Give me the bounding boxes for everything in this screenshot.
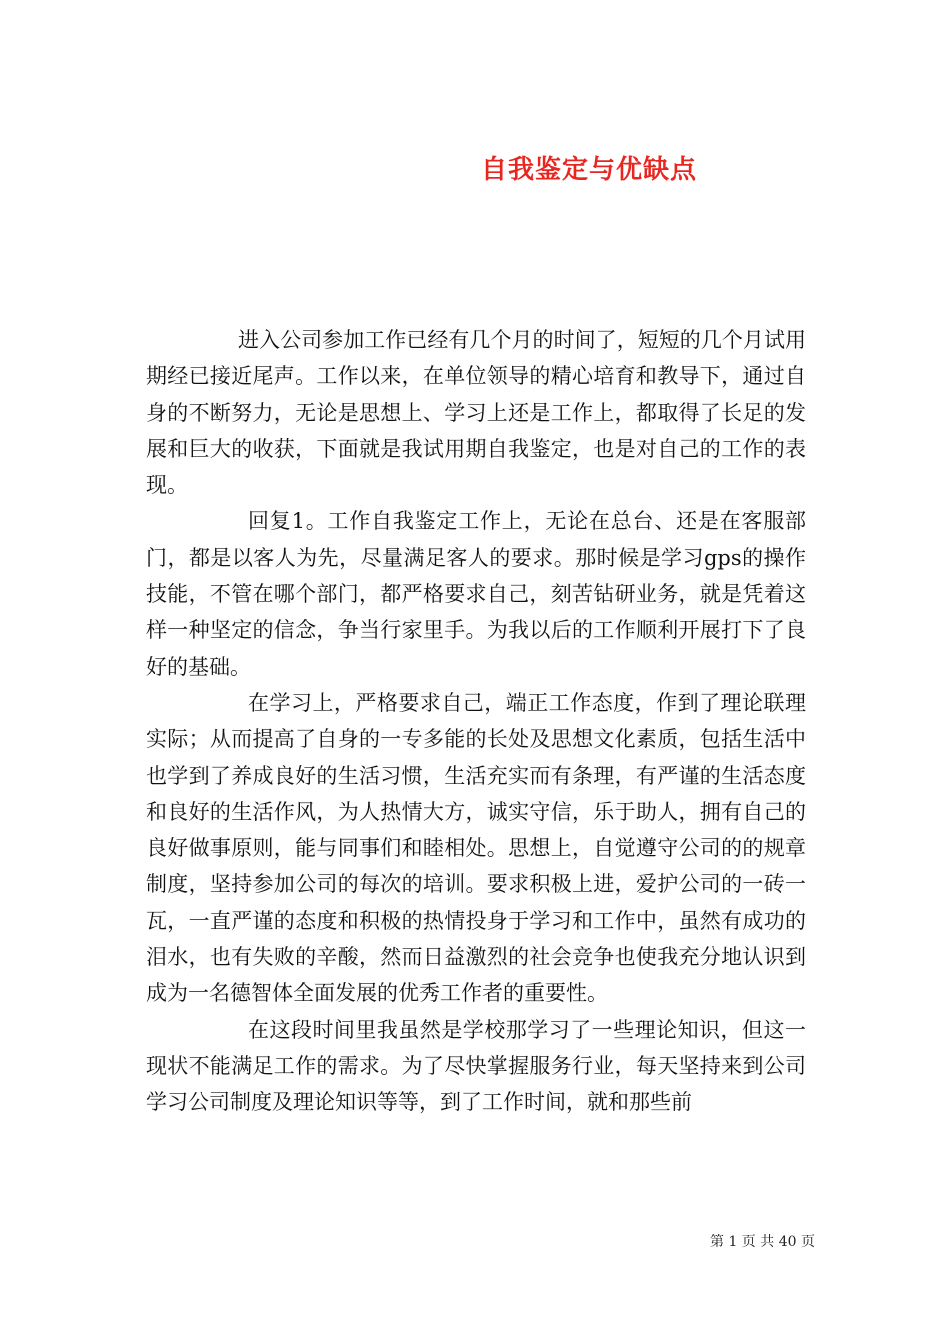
- paragraph-work: 回复1。工作自我鉴定工作上，无论在总台、还是在客服部门，都是以客人为先，尽量满足客人的要求。那时候是学习gps的操作技能，不管在哪个部门，都严格要求自己，刻苦钻研业务，就是凭着这样一种坚定的信念，争当行家里手。为我以后的工作顺利开展打下了良好的基础。: [146, 509, 806, 679]
- document-body: [146, 322, 806, 1121]
- paragraph-period: 在这段时间里我虽然是学校那学习了一些理论知识，但这一现状不能满足工作的需求。为了尽快掌握服务行业，每天坚持来到公司学习公司制度及理论知识等等，到了工作时间，就和那些前: [146, 1017, 806, 1115]
- paragraph-study: 在学习上，严格要求自己，端正工作态度，作到了理论联理实际；从而提高了自身的一专多能的长处及思想文化素质，包括生活中也学到了养成良好的生活习惯，生活充实而有条理，有严谨的生活态度和良好的生活作风，为人热情大方，诚实守信，乐于助人，拥有自己的良好做事原则，能与同事们和睦相处。思想上，自觉遵守公司的的规章制度，坚持参加公司的每次的培训。要求积极上进，爱护公司的一砖一瓦，一直严谨的态度和积极的热情投身于学习和工作中，虽然有成功的泪水，也有失败的辛酸，然而日益激烈的社会竞争也使我充分地认识到成为一名德智体全面发展的优秀工作者的重要性。: [146, 690, 806, 1006]
- paragraph-intro: 进入公司参加工作已经有几个月的时间了，短短的几个月试用期经已接近尾声。工作以来，在单位领导的精心培育和教导下，通过自身的不断努力，无论是思想上、学习上还是工作上，都取得了长足的发展和巨大的收获，下面就是我试用期自我鉴定，也是对自己的工作的表现。: [146, 328, 806, 498]
- page-number: 第 1 页 共 40 页: [710, 1234, 815, 1250]
- page-title: 自我鉴定与优缺点: [480, 155, 697, 186]
